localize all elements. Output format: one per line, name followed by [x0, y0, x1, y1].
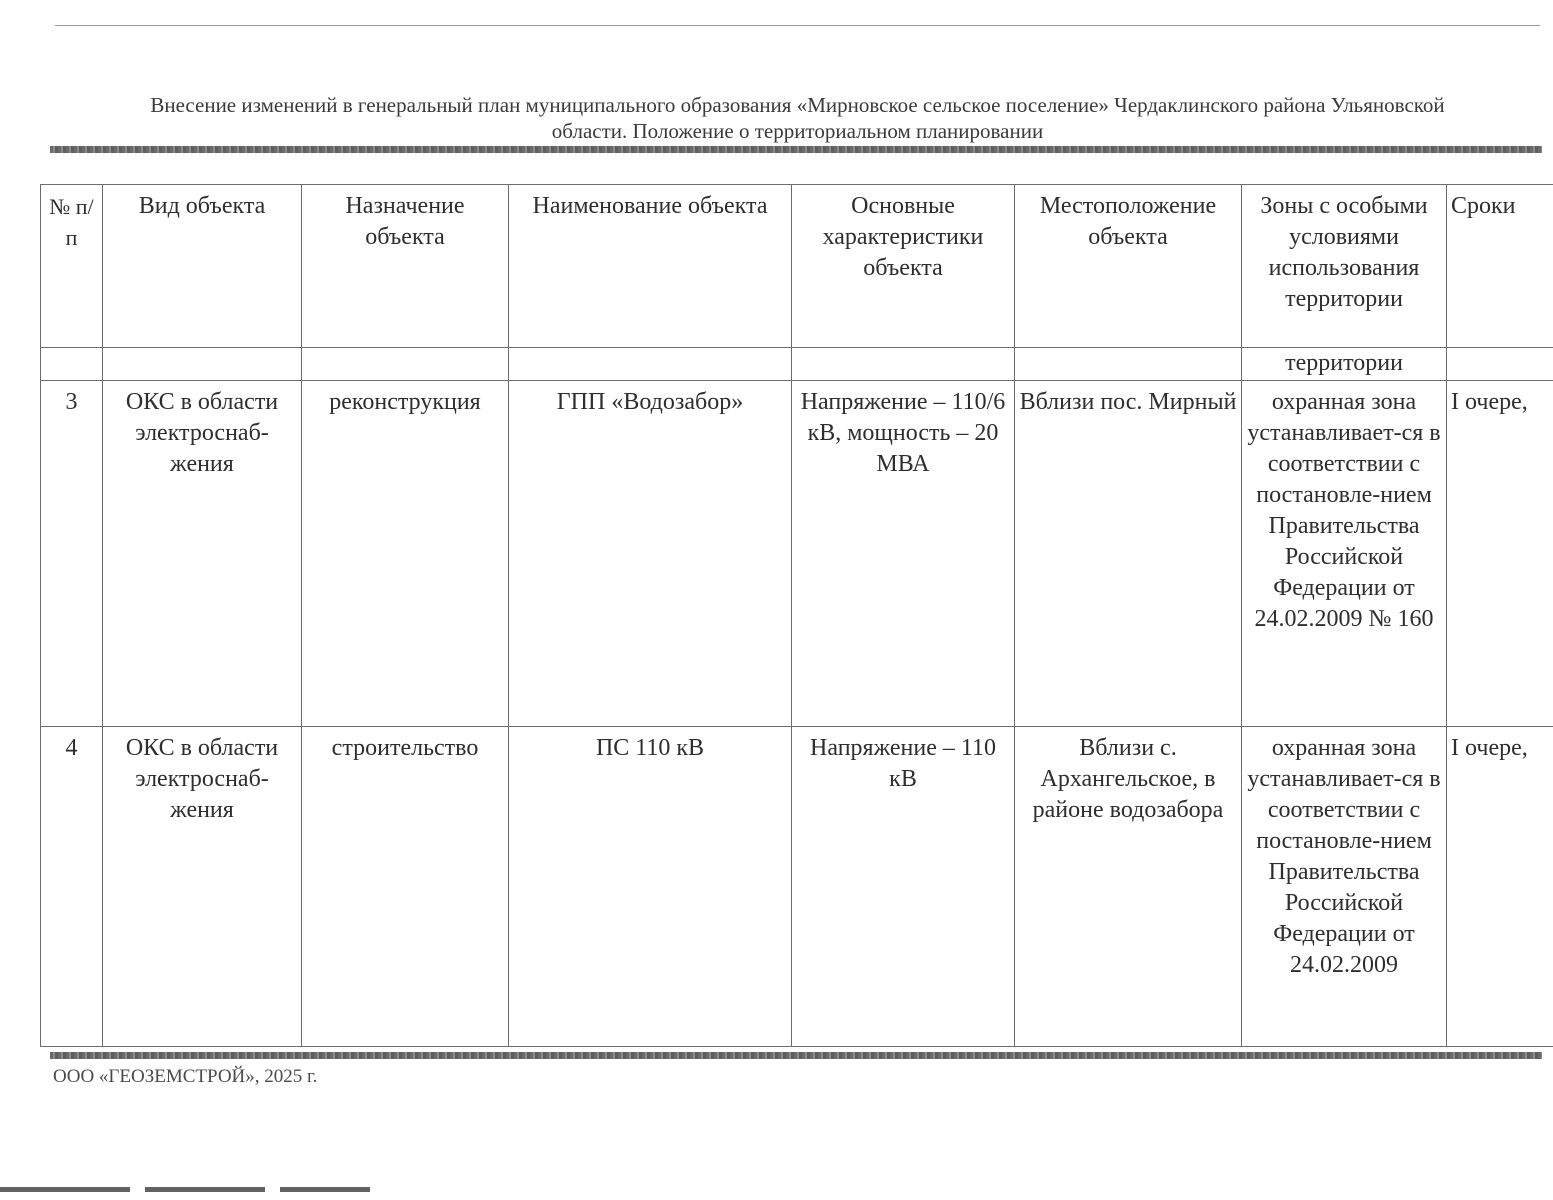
col-header-type: Вид объекта [103, 185, 302, 348]
header-line-1: Внесение изменений в генеральный план муниципального образования «Мирновское сельское поселение» Чердаклинского района Ульяновской [150, 93, 1445, 117]
table-subheader-row [41, 348, 1553, 381]
cell-purpose: реконструкция [302, 381, 509, 727]
subheader-cell [509, 348, 792, 381]
header-line-2: области. Положение о территориальном планировании [551, 119, 1044, 143]
col-header-location: Местоположение объекта [1015, 185, 1242, 348]
cell-location: Вблизи пос. Мирный [1015, 381, 1242, 727]
table-header-row [41, 185, 1553, 348]
cell-type: ОКС в области электроснаб-жения [103, 727, 302, 1047]
footer-rule [50, 1052, 1542, 1059]
table-row [41, 381, 1553, 727]
subheader-cell [103, 348, 302, 381]
document-footer: ООО «ГЕОЗЕМСТРОЙ», 2025 г. [53, 1066, 318, 1087]
col-header-purpose: Назначение объекта [302, 185, 509, 348]
top-rule [55, 25, 1540, 26]
subheader-cell: территории [1242, 348, 1447, 381]
subheader-cell [1447, 348, 1553, 381]
cell-name: ГПП «Водозабор» [509, 381, 792, 727]
cell-term: I очере, [1447, 727, 1553, 1047]
cell-name: ПС 110 кВ [509, 727, 792, 1047]
cell-zones: охранная зона устанавливает-ся в соответствии с постановле-нием Правительства Российской Федерации от 24.02.2009 [1242, 727, 1447, 1047]
col-header-term: Сроки [1447, 185, 1553, 348]
document-header [50, 92, 1545, 144]
scan-edge-artifact [0, 1187, 410, 1192]
cell-term: I очере, [1447, 381, 1553, 727]
col-header-no: № п/п [41, 185, 103, 348]
table-row [41, 727, 1553, 1047]
col-header-zones: Зоны с особыми условиями использования территории [1242, 185, 1447, 348]
col-header-name: Наименование объекта [509, 185, 792, 348]
col-header-characteristics: Основные характеристики объекта [792, 185, 1015, 348]
cell-purpose: строительство [302, 727, 509, 1047]
subheader-cell [792, 348, 1015, 381]
cell-characteristics: Напряжение – 110 кВ [792, 727, 1015, 1047]
cell-characteristics: Напряжение – 110/6 кВ, мощность – 20 МВА [792, 381, 1015, 727]
cell-zones: охранная зона устанавливает-ся в соответствии с постановле-нием Правительства Российской Федерации от 24.02.2009 № 160 [1242, 381, 1447, 727]
header-rule [50, 146, 1542, 153]
cell-no: 3 [41, 381, 103, 727]
cell-location: Вблизи с. Архангельское, в районе водозабора [1015, 727, 1242, 1047]
subheader-cell [1015, 348, 1242, 381]
objects-table [40, 184, 1553, 1047]
cell-no: 4 [41, 727, 103, 1047]
subheader-cell [302, 348, 509, 381]
subheader-cell [41, 348, 103, 381]
cell-type: ОКС в области электроснаб-жения [103, 381, 302, 727]
